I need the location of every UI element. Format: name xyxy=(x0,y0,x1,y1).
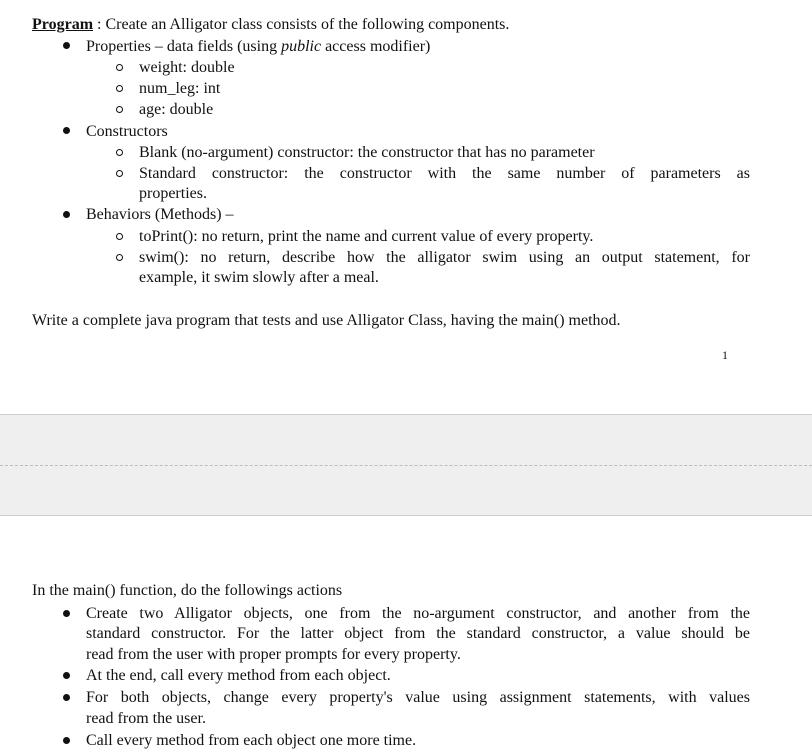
program-label: Program xyxy=(32,16,94,33)
action-item: Create two Alligator objects, one from the no-argument constructor, and another from the xyxy=(86,605,750,622)
main-section-intro: In the main() function, do the followings actions xyxy=(32,582,343,599)
page-break xyxy=(0,414,812,516)
bullet-icon xyxy=(63,610,70,617)
program-heading xyxy=(32,15,509,35)
bullet-icon xyxy=(63,737,70,744)
sub-bullet-icon xyxy=(116,85,123,92)
properties-label xyxy=(86,37,430,57)
sub-bullet-icon xyxy=(116,106,123,113)
properties-label-end: access modifier) xyxy=(321,38,431,55)
properties-label-text: Properties – data fields (using xyxy=(86,38,282,55)
method-item: toPrint(): no return, print the name and current value of every property. xyxy=(139,228,594,245)
sub-bullet-icon xyxy=(116,64,123,71)
action-item-continued: read from the user with proper prompts for every property. xyxy=(86,646,461,663)
write-program-instruction: Write a complete java program that tests and use Alligator Class, having the main() method. xyxy=(32,312,621,329)
bullet-icon xyxy=(63,672,70,679)
sub-bullet-icon xyxy=(116,170,123,177)
bullet-icon xyxy=(63,42,70,49)
action-item-continued: read from the user. xyxy=(86,710,206,727)
sub-bullet-icon xyxy=(116,254,123,261)
constructor-item: Standard constructor: the constructor with the same number of parameters as xyxy=(139,165,750,182)
behaviors-label: Behaviors (Methods) – xyxy=(86,206,234,223)
property-item: weight: double xyxy=(139,59,235,76)
constructors-label: Constructors xyxy=(86,123,168,140)
constructor-item-continued: properties. xyxy=(139,185,207,202)
page-number: 1 xyxy=(722,348,728,362)
method-item: swim(): no return, describe how the alligator swim using an output statement, for xyxy=(139,249,750,266)
constructor-item: Blank (no-argument) constructor: the constructor that has no parameter xyxy=(139,144,595,161)
property-item: num_leg: int xyxy=(139,80,221,97)
properties-label-italic: public xyxy=(281,38,322,55)
action-item: Call every method from each object one more time. xyxy=(86,732,417,749)
bullet-icon xyxy=(63,694,70,701)
bullet-icon xyxy=(63,211,70,218)
action-item: For both objects, change every property's value using assignment statements, with values xyxy=(86,689,750,706)
action-item-continued: standard constructor. For the latter object from the standard constructor, a value should be xyxy=(86,625,750,642)
bullet-icon xyxy=(63,127,70,134)
page-break-divider xyxy=(0,465,812,466)
program-description: : Create an Alligator class consists of the following components. xyxy=(93,16,510,33)
action-item: At the end, call every method from each object. xyxy=(86,667,391,684)
sub-bullet-icon xyxy=(116,149,123,156)
property-item: age: double xyxy=(139,101,214,118)
document-page-2 xyxy=(0,516,812,754)
sub-bullet-icon xyxy=(116,233,123,240)
method-item-continued: example, it swim slowly after a meal. xyxy=(139,269,379,286)
